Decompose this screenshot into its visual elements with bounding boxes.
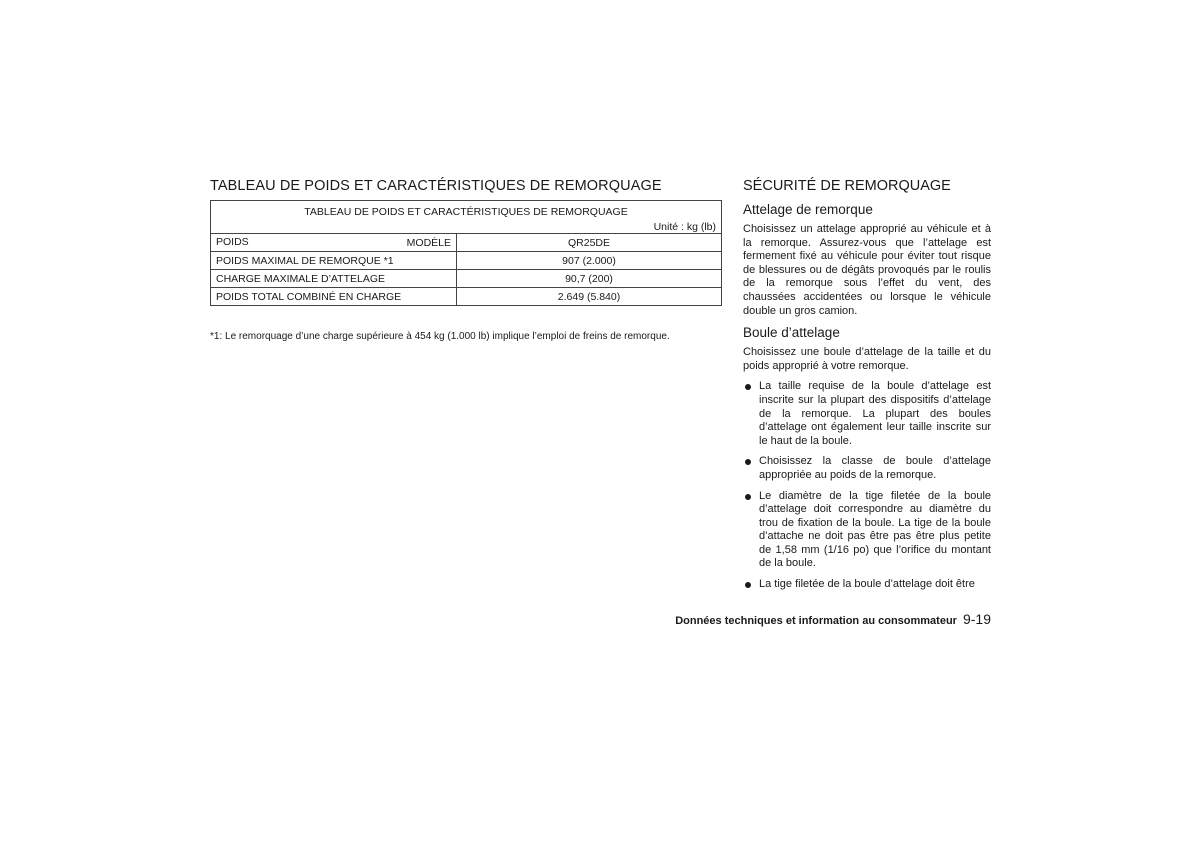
list-item — [743, 455, 991, 482]
header-model-name: QR25DE — [457, 234, 722, 252]
row-value: 907 (2.000) — [457, 252, 722, 270]
header-model-label: MODÈLE — [406, 237, 451, 249]
bullet-icon — [745, 582, 751, 588]
footer-chapter-title: Données techniques et information au consommateur — [675, 615, 957, 627]
table-unit: Unité : kg (lb) — [653, 221, 716, 233]
hitch-subtitle: Attelage de remorque — [743, 202, 873, 217]
ball-bullet-list — [743, 380, 991, 591]
table-footnote: *1: Le remorquage d’une charge supérieure à 454 kg (1.000 lb) implique l’emploi de freins de remorque. — [210, 331, 670, 342]
ball-subtitle: Boule d’attelage — [743, 325, 840, 341]
list-item-text: Choisissez la classe de boule d’attelage appropriée au poids de la remorque. — [759, 455, 991, 481]
hitch-paragraph: Choisissez un attelage approprié au véhicule et à la remorque. Assurez-vous que l’attelage est fermement fixé au véhicule pour éviter tout risque de blessures ou de dégâts provoqués par le roulis de la remorque sous l’effet du vent, des chaussées accidentées ou lorsque le véhicule double un gros camion. — [743, 223, 991, 317]
table-row — [211, 252, 722, 270]
table-caption-cell — [211, 201, 722, 234]
row-label: CHARGE MAXIMALE D’ATTELAGE — [211, 270, 457, 288]
weights-section-title: TABLEAU DE POIDS ET CARACTÉRISTIQUES DE REMORQUAGE — [210, 178, 662, 194]
list-item — [743, 490, 991, 572]
safety-section-title: SÉCURITÉ DE REMORQUAGE — [743, 178, 951, 194]
list-item-text: Le diamètre de la tige filetée de la boule d’attelage doit correspondre au diamètre du trou de fixation de la boule. La tige de la boule d’attache ne doit pas être pas être plus petite de 1,58 mm (1/16 po) que l’orifice du montant de la boule. — [759, 489, 991, 570]
list-item — [743, 578, 991, 592]
list-item-text: La tige filetée de la boule d’attelage doit être — [759, 578, 975, 591]
row-value: 90,7 (200) — [457, 270, 722, 288]
page-number: 9-19 — [962, 611, 991, 627]
row-label: POIDS TOTAL COMBINÉ EN CHARGE — [211, 288, 457, 306]
ball-paragraph: Choisissez une boule d’attelage de la taille et du poids approprié à votre remorque. — [743, 346, 991, 372]
towing-weights-table — [210, 200, 722, 306]
list-item-text: La taille requise de la boule d’attelage est inscrite sur la plupart des dispositifs d’attelage de la remorque. La plupart des boules d’attelage ont également leur taille inscrite sur le haut de la boule. — [759, 380, 991, 447]
table-header-diagonal-cell — [211, 234, 457, 252]
towing-safety-column — [743, 178, 991, 599]
row-label: POIDS MAXIMAL DE REMORQUE *1 — [211, 252, 457, 270]
table-row — [211, 270, 722, 288]
table-caption: TABLEAU DE POIDS ET CARACTÉRISTIQUES DE REMORQUAGE — [304, 206, 628, 218]
list-item — [743, 380, 991, 448]
bullet-icon — [745, 459, 751, 465]
bullet-icon — [745, 384, 751, 390]
table-row — [211, 288, 722, 306]
header-poids-label: POIDS — [216, 236, 249, 248]
bullet-icon — [745, 494, 751, 500]
row-value: 2.649 (5.840) — [457, 288, 722, 306]
page-footer — [675, 611, 991, 629]
